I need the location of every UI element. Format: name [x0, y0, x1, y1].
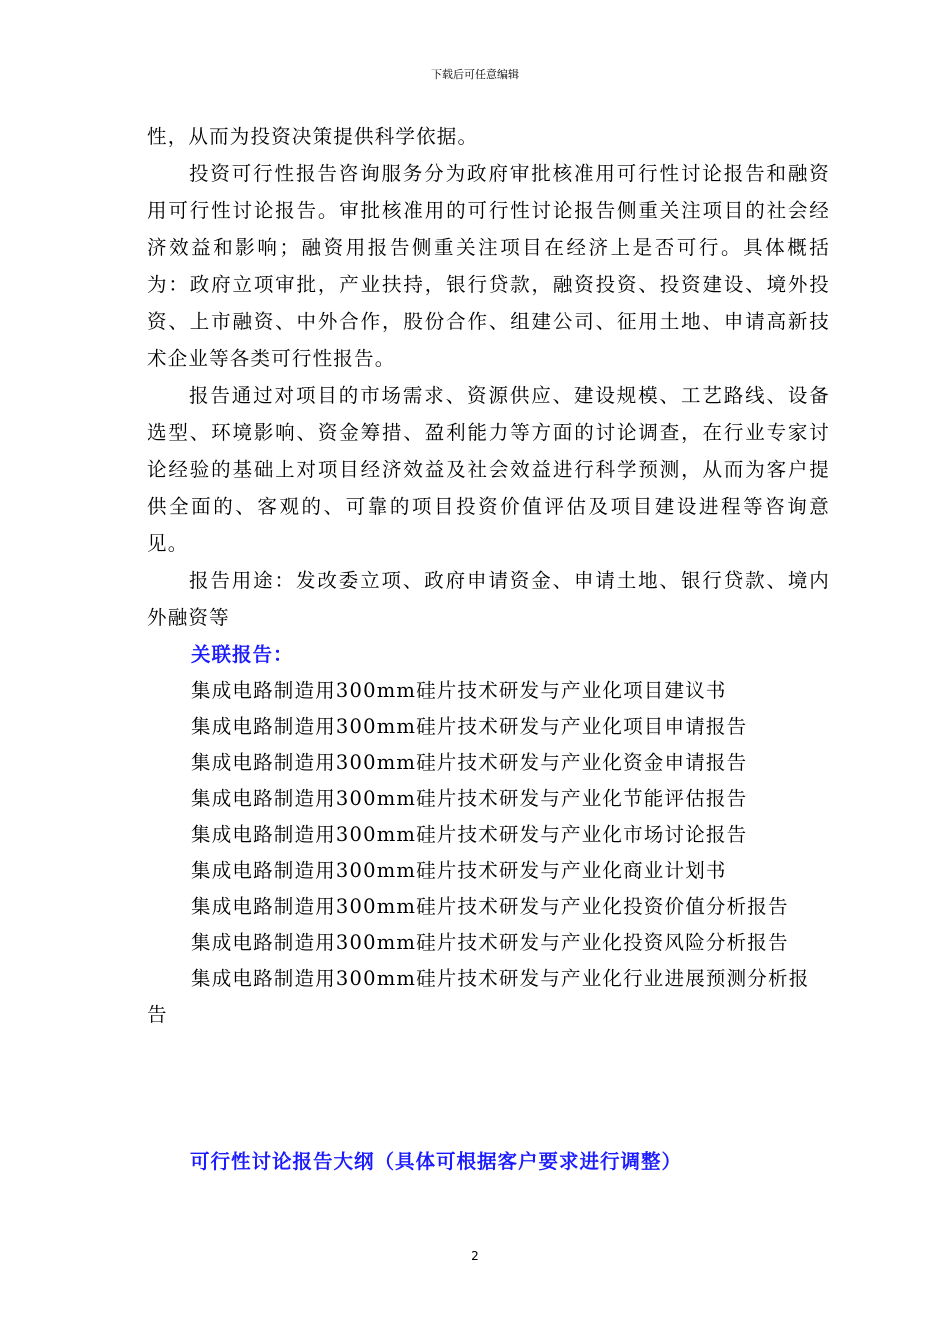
related-report-item: 集成电路制造用300mm硅片技术研发与产业化资金申请报告 [191, 751, 748, 774]
related-report-item: 集成电路制造用300mm硅片技术研发与产业化项目申请报告 [191, 715, 748, 738]
paragraph-service-types: 投资可行性报告咨询服务分为政府审批核准用可行性讨论报告和融资用可行性讨论报告。审批核准用的可行性讨论报告侧重关注项目的社会经济效益和影响；融资用报告侧重关注项目在经济上是否可行。具体概括为：政府立项审批，产业扶持，银行贷款，融资投资、投资建设、境外投资、上市融资、中外合作，股份合作、组建公司、征用土地、申请高新技术企业等各类可行性报告。 [147, 162, 830, 370]
document-body [147, 118, 830, 1033]
related-report-item: 集成电路制造用300mm硅片技术研发与产业化项目建议书 [191, 679, 727, 702]
page-header: 下载后可任意编辑 [431, 68, 519, 81]
related-reports-title: 关联报告： [191, 643, 294, 666]
related-report-item: 集成电路制造用300mm硅片技术研发与产业化商业计划书 [191, 859, 727, 882]
related-report-item: 集成电路制造用300mm硅片技术研发与产业化节能评估报告 [191, 787, 748, 810]
related-report-item: 集成电路制造用300mm硅片技术研发与产业化行业进展预测分析报告 [147, 967, 810, 1026]
page-number: 2 [471, 1249, 479, 1263]
paragraph-continuation: 性，从而为投资决策提供科学依据。 [147, 125, 479, 148]
related-reports-list [147, 673, 830, 1033]
related-report-item: 集成电路制造用300mm硅片技术研发与产业化市场讨论报告 [191, 823, 748, 846]
paragraph-report-method: 报告通过对项目的市场需求、资源供应、建设规模、工艺路线、设备选型、环境影响、资金筹措、盈利能力等方面的讨论调查，在行业专家讨论经验的基础上对项目经济效益及社会效益进行科学预测，从而为客户提供全面的、客观的、可靠的项目投资价值评估及项目建设进程等咨询意见。 [147, 384, 830, 555]
paragraph-report-usage: 报告用途：发改委立项、政府申请资金、申请土地、银行贷款、境内外融资等 [147, 569, 830, 629]
related-report-item: 集成电路制造用300mm硅片技术研发与产业化投资风险分析报告 [191, 931, 789, 954]
related-report-item: 集成电路制造用300mm硅片技术研发与产业化投资价值分析报告 [191, 895, 789, 918]
outline-title: 可行性讨论报告大纲（具体可根据客户要求进行调整） [190, 1150, 683, 1173]
